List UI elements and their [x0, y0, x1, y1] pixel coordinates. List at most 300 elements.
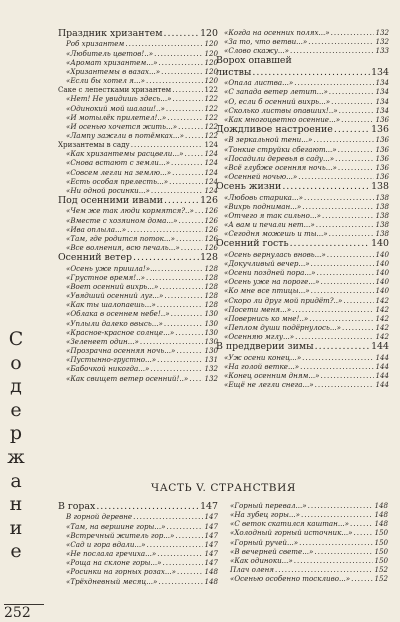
toc-section-entry [58, 195, 218, 206]
toc-page-number: 132 [375, 37, 389, 47]
toc-entry [58, 206, 218, 215]
toc-page-number: 138 [371, 181, 389, 193]
toc-page-number: 142 [375, 313, 389, 323]
toc-entry-title: «И осенью хочется жить...» [66, 121, 178, 131]
toc-entry [58, 85, 218, 94]
toc-page-number: 140 [375, 277, 389, 287]
toc-entry-title: «Уплыли далеко ввысь...» [66, 318, 163, 328]
toc-entry-title: «Осени поздней пора...» [224, 268, 316, 278]
toc-entry [222, 538, 388, 547]
toc-entry-title: «Сегодня можешь и ты...» [224, 229, 328, 239]
toc-entry [216, 332, 389, 341]
toc-entry [216, 97, 389, 106]
toc-entry-title: «Посети меня...» [224, 304, 292, 314]
toc-entry-title: «Любитель цветов!..» [66, 48, 154, 58]
toc-page-number: 120 [200, 28, 218, 39]
toc-leader-dots [294, 556, 374, 565]
toc-leader-dots [313, 135, 374, 144]
toc-entry [216, 286, 389, 295]
toc-leader-dots [302, 353, 374, 362]
toc-entry [216, 305, 389, 314]
toc-leader-dots [176, 234, 204, 243]
toc-page-number: 140 [375, 286, 389, 296]
toc-leader-dots [96, 501, 199, 512]
toc-leader-dots [146, 76, 203, 85]
side-title-letter: д [10, 375, 22, 398]
toc-entry-title: «Как хризантемы расцвели...» [66, 149, 184, 159]
part5-column-right [222, 501, 388, 583]
toc-page-number: 136 [375, 135, 389, 145]
toc-entry-title: «О, если б осенний вихрь...» [224, 96, 331, 106]
toc-page-number: 134 [375, 87, 389, 97]
toc-page-number: 130 [204, 346, 218, 356]
toc-entry [58, 522, 218, 531]
toc-entry-title: «Осенью особенно тоскливо...» [230, 574, 351, 584]
toc-entry-title: «Красное-красное солнце...» [66, 327, 175, 337]
toc-leader-dots [125, 39, 203, 48]
toc-leader-dots [169, 177, 203, 186]
toc-section-entry [58, 252, 218, 263]
toc-page-number: 124 [204, 140, 218, 150]
toc-leader-dots [184, 149, 203, 158]
toc-page-number: 148 [374, 510, 388, 520]
toc-leader-dots [308, 37, 374, 46]
toc-leader-dots [342, 323, 374, 332]
toc-entry [58, 531, 218, 540]
toc-entry [216, 28, 389, 37]
toc-leader-dots [338, 163, 375, 172]
toc-entry-title: «Докучливый вечер...» [224, 259, 310, 268]
toc-page-number: 144 [375, 380, 389, 390]
toc-leader-dots [154, 49, 203, 58]
toc-leader-dots [308, 501, 374, 510]
toc-entry [222, 574, 388, 583]
toc-page-number: 138 [375, 229, 389, 239]
toc-page-number: 134 [375, 78, 389, 88]
toc-entry-title: «Воет осенний вихрь...» [66, 281, 159, 291]
toc-page-number: 134 [371, 66, 389, 78]
toc-entry [216, 268, 389, 277]
toc-section-entry [216, 124, 389, 135]
toc-entry [58, 549, 218, 558]
toc-entry [216, 145, 389, 154]
toc-leader-dots [331, 28, 375, 37]
toc-leader-dots [146, 273, 204, 282]
toc-entry-title: «Если бы хотел я...» [66, 76, 145, 86]
toc-page-number: 130 [204, 309, 218, 319]
toc-page-number: 147 [204, 530, 218, 540]
toc-page-number: 136 [375, 172, 389, 182]
toc-page-number: 147 [204, 549, 218, 559]
toc-leader-dots [316, 220, 375, 229]
toc-entry-title: «Тонкие струйки сбегают...» [224, 144, 337, 154]
toc-leader-dots [322, 211, 374, 220]
toc-page-number: 132 [204, 373, 218, 383]
toc-entry [58, 319, 218, 328]
toc-leader-dots [171, 158, 203, 167]
toc-entry-title: «Скоро ли друг мой придёт?..» [224, 295, 343, 305]
toc-leader-dots [166, 522, 203, 531]
toc-entry-title: «Осень уже пришла!»... [66, 263, 157, 273]
toc-leader-dots [343, 296, 374, 305]
toc-leader-dots [172, 85, 203, 94]
toc-leader-dots [161, 67, 203, 76]
toc-leader-dots [300, 362, 374, 371]
toc-leader-dots [178, 216, 203, 225]
toc-entry [58, 264, 218, 273]
toc-section-entry [58, 28, 218, 39]
toc-leader-dots [175, 531, 203, 540]
toc-page-number: 144 [371, 341, 389, 353]
toc-page-number: 130 [204, 318, 218, 328]
toc-entry [58, 243, 218, 252]
toc-entry [58, 216, 218, 225]
toc-leader-dots [189, 374, 203, 383]
toc-leader-dots [167, 113, 203, 122]
toc-entry-title: «Грустное время!..» [66, 272, 145, 282]
side-title-letter: р [9, 422, 23, 445]
toc-entry [58, 364, 218, 373]
toc-entry [216, 362, 389, 371]
toc-entry-title: Роб хризантем [66, 39, 125, 49]
toc-page-number: 130 [204, 327, 218, 337]
toc-entry [222, 528, 388, 537]
toc-entry-title: Праздник хризантем [58, 28, 163, 39]
toc-page-number: 140 [371, 238, 389, 250]
toc-entry-title: Плач оленя [230, 565, 274, 575]
toc-leader-dots [177, 567, 204, 576]
toc-entry [216, 296, 389, 305]
side-title-contents [4, 328, 28, 564]
toc-entry [58, 122, 218, 131]
toc-leader-dots [311, 259, 375, 268]
side-title-letter: ж [7, 445, 25, 468]
toc-entry-title: В преддверии зимы [216, 341, 314, 353]
toc-leader-dots [294, 78, 374, 87]
toc-leader-dots [163, 558, 204, 567]
toc-entry-title: «Там, где родится поток...» [66, 233, 175, 243]
toc-entry [216, 115, 389, 124]
toc-page-number: 150 [374, 555, 388, 565]
toc-leader-dots [140, 337, 204, 346]
toc-page-number: 147 [204, 539, 218, 549]
toc-leader-dots [195, 206, 204, 215]
toc-leader-dots [185, 131, 203, 140]
toc-entry-title: «С веток скатился каштан...» [230, 519, 349, 529]
toc-entry-title: «Как многоцветно осенние...» [224, 114, 341, 124]
toc-leader-dots [321, 371, 375, 380]
toc-entry-title: «Встречный житель гор...» [66, 530, 175, 540]
toc-entry-title: «Прозрачна осенняя ночь...» [66, 346, 176, 356]
toc-entry [216, 314, 389, 323]
toc-entry [58, 94, 218, 103]
toc-page-number: 120 [204, 39, 218, 49]
toc-entry-title: В горной деревне [66, 512, 133, 522]
toc-entry [222, 510, 388, 519]
side-title-letter: С [8, 328, 24, 350]
toc-entry-title: «Все волнения, всю печаль...» [66, 243, 180, 253]
toc-entry [216, 172, 389, 181]
toc-entry-title: «Снова встают с земли...» [66, 158, 170, 168]
toc-page-number: 148 [204, 567, 218, 577]
toc-leader-dots [351, 574, 373, 583]
toc-section-entry [216, 341, 389, 352]
toc-entry [216, 259, 389, 268]
toc-entry [58, 577, 218, 586]
toc-page-number: 144 [375, 361, 389, 371]
toc-page-number: 128 [204, 263, 218, 273]
toc-entry-title: «Конец осенним дням...» [224, 371, 320, 381]
toc-leader-dots [341, 115, 374, 124]
toc-entry [222, 556, 388, 565]
toc-page-number: 131 [204, 355, 218, 365]
toc-entry-title: «Аромат хризантем...» [66, 57, 158, 67]
toc-entry-title: Осень жизни [216, 181, 282, 193]
toc-entry-title: «Пустынно-грустно...» [66, 355, 157, 365]
toc-page-number: 124 [204, 149, 218, 159]
toc-page-number: 122 [204, 130, 218, 140]
toc-entry [58, 131, 218, 140]
toc-entry [216, 193, 389, 202]
toc-entry-title: Хризантемы в саду [58, 140, 130, 150]
toc-entry-title: «Вихрь подниман...» [224, 201, 302, 211]
toc-entry-title: «Облака в осеннем небе!..» [66, 309, 170, 319]
toc-leader-dots [329, 229, 375, 238]
toc-page-number: 124 [204, 176, 218, 186]
toc-page-number: 144 [375, 352, 389, 362]
toc-page-number: 138 [375, 210, 389, 220]
toc-entry [222, 519, 388, 528]
toc-leader-dots [335, 154, 374, 163]
toc-entry-title: «Вместе с хозяином дома...» [66, 215, 178, 225]
toc-page-number: 133 [375, 46, 389, 56]
toc-entry [58, 273, 218, 282]
toc-entry-title: «Бабочкой никогда...» [66, 364, 150, 374]
toc-leader-dots [157, 300, 204, 309]
toc-page-number: 126 [204, 215, 218, 225]
toc-entry [58, 49, 218, 58]
toc-page-number: 138 [375, 201, 389, 211]
toc-entry-title: «Ива оплыла...» [66, 224, 127, 234]
toc-entry-title: «Ещё не легли снега...» [224, 380, 314, 390]
toc-entry-title: В горах [58, 501, 96, 512]
toc-leader-dots [157, 355, 203, 364]
toc-page-number: 120 [204, 66, 218, 76]
toc-entry [58, 337, 218, 346]
toc-leader-dots [302, 202, 374, 211]
toc-entry [58, 67, 218, 76]
toc-page-number: 126 [204, 224, 218, 234]
toc-entry-title: Ворох опавшей [216, 55, 292, 67]
toc-page-number: 147 [204, 521, 218, 531]
toc-entry-title: «Осенней ночью...» [224, 172, 298, 182]
toc-page-number: 142 [375, 323, 389, 333]
toc-leader-dots [159, 282, 203, 291]
side-title-letter: а [10, 469, 22, 492]
toc-entry [58, 186, 218, 195]
toc-entry-title: «Всё глубже осенняя ночь...» [224, 162, 337, 172]
toc-leader-dots [327, 250, 375, 259]
toc-entry [58, 558, 218, 567]
toc-page-number: 150 [374, 528, 388, 538]
toc-entry-title: «Увядший осенний луг...» [66, 291, 164, 301]
toc-entry [58, 291, 218, 300]
toc-leader-dots [329, 87, 375, 96]
toc-page-number: 128 [204, 281, 218, 291]
toc-leader-dots [171, 309, 204, 318]
toc-entry-title: «На голой ветке...» [224, 361, 300, 371]
toc-leader-dots [334, 124, 370, 135]
toc-leader-dots [299, 538, 373, 547]
toc-leader-dots [158, 264, 204, 273]
toc-leader-dots [314, 547, 373, 556]
toc-entry [216, 202, 389, 211]
toc-page-number: 148 [374, 501, 388, 510]
toc-section-entry [216, 67, 389, 78]
toc-leader-dots [164, 28, 200, 39]
toc-entry-title: «Пеплом души подёрнулось...» [224, 323, 341, 333]
toc-leader-dots [315, 341, 370, 352]
toc-entry [58, 540, 218, 549]
toc-entry-title: «В вечерней свете...» [230, 546, 314, 556]
toc-leader-dots [175, 328, 203, 337]
toc-page-number: 136 [375, 153, 389, 163]
toc-entry [216, 135, 389, 144]
toc-entry-title: «Уж осени конец...» [224, 352, 302, 362]
toc-entry-title: «Как ты шалопаешь...» [66, 300, 156, 310]
toc-page-number: 144 [375, 371, 389, 381]
toc-entry [216, 37, 389, 46]
toc-leader-dots [181, 243, 204, 252]
toc-entry-title: «Слово скажу...» [224, 46, 289, 56]
toc-page-number: 126 [204, 206, 218, 216]
toc-entry-title: «Ко мне все птицы...» [224, 286, 310, 296]
toc-entry [216, 163, 389, 172]
toc-entry [216, 211, 389, 220]
toc-entry-title: «Зеленеет один...» [66, 336, 139, 346]
toc-page-number: 124 [204, 185, 218, 195]
toc-entry-title: Под осенними ивами [58, 195, 163, 207]
side-title-letter: е [10, 540, 22, 563]
toc-entry-title: «Холодный горный источник...» [230, 528, 353, 538]
side-title-letter: н [9, 493, 23, 516]
toc-page-number: 138 [375, 220, 389, 230]
toc-page-number: 122 [204, 112, 218, 122]
toc-entry-title: «Сад и гора вдали...» [66, 539, 146, 549]
toc-entry-title: «Горный ручей...» [230, 537, 299, 547]
toc-page-number: 126 [204, 233, 218, 243]
toc-entry-title: «Нет! Не увидишь здесь...» [66, 94, 172, 104]
toc-column-left [58, 28, 218, 383]
toc-page-number: 132 [375, 28, 389, 37]
toc-entry-title: листвы [216, 66, 252, 78]
toc-page-number: 124 [204, 158, 218, 168]
toc-leader-dots [290, 238, 371, 249]
toc-page-number: 122 [204, 94, 218, 104]
toc-entry-title: «Не послала гречиха...» [66, 549, 157, 559]
toc-entry [222, 565, 388, 574]
toc-entry [58, 374, 218, 383]
toc-entry-title: «Повернись ко мне!..» [224, 313, 309, 323]
toc-leader-dots [147, 540, 204, 549]
toc-section-entry [58, 501, 218, 512]
toc-entry-title: «Опала листва...» [224, 78, 294, 88]
toc-leader-dots [315, 380, 375, 389]
toc-entry-title: «С запада ветер летит...» [224, 87, 328, 97]
toc-entry [216, 154, 389, 163]
toc-entry-title: Осенний гость [216, 238, 289, 250]
side-title-letter: е [10, 398, 22, 421]
toc-section-entry [216, 238, 389, 249]
toc-entry-title: «Лампу зажгли в потёмках...» [66, 130, 184, 140]
toc-entry [58, 104, 218, 113]
toc-entry [222, 501, 388, 510]
toc-entry-title: «Совсем легли на землю...» [66, 167, 172, 177]
toc-entry [216, 78, 389, 87]
toc-leader-dots [295, 332, 374, 341]
toc-leader-dots [290, 46, 375, 55]
toc-entry [58, 234, 218, 243]
toc-page-number: 120 [204, 76, 218, 86]
toc-entry [216, 106, 389, 115]
toc-entry-title: «Там, на вершине горы...» [66, 521, 166, 531]
toc-page-number: 148 [204, 576, 218, 586]
toc-page-number: 140 [375, 249, 389, 259]
toc-leader-dots [331, 97, 374, 106]
toc-leader-dots [157, 549, 203, 558]
toc-leader-dots [164, 195, 199, 206]
toc-section-entry [216, 55, 389, 66]
toc-leader-dots [338, 145, 375, 154]
toc-leader-dots [311, 286, 375, 295]
toc-leader-dots [252, 67, 370, 78]
toc-entry [58, 158, 218, 167]
toc-entry [216, 87, 389, 96]
toc-page-number: 138 [375, 192, 389, 202]
toc-page-number: 150 [374, 537, 388, 547]
toc-page-number: 148 [374, 519, 388, 529]
toc-leader-dots [339, 106, 375, 115]
toc-page-number: 142 [375, 332, 389, 342]
toc-page-number: 124 [204, 167, 218, 177]
toc-entry [58, 355, 218, 364]
toc-page-number: 128 [204, 291, 218, 301]
toc-page-number: 142 [375, 304, 389, 314]
toc-entry-title: Дождливое настроение [216, 124, 333, 136]
toc-page-number: 128 [204, 272, 218, 282]
toc-leader-dots [320, 277, 374, 286]
toc-entry-title: «Осенняю мглу...» [224, 332, 295, 342]
toc-page-number: 152 [374, 574, 388, 584]
toc-page-number: 140 [375, 259, 389, 268]
toc-page-number: 120 [204, 48, 218, 58]
toc-leader-dots [301, 510, 373, 519]
toc-page-number: 134 [375, 96, 389, 106]
toc-page-number: 142 [375, 295, 389, 305]
toc-entry-title: «Посадили деревья в саду...» [224, 153, 335, 163]
toc-entry-title: «Когда на осенних полях...» [224, 28, 330, 37]
toc-leader-dots [131, 140, 204, 149]
toc-entry [58, 512, 218, 521]
page-number: 252 [4, 604, 44, 620]
toc-entry-title: «Осень уже на пороге...» [224, 277, 320, 287]
toc-leader-dots [172, 94, 203, 103]
toc-leader-dots [292, 305, 374, 314]
toc-entry-title: «Чем же так люди кормятся?..» [66, 206, 194, 216]
toc-entry [58, 346, 218, 355]
toc-section-entry [216, 181, 389, 192]
toc-entry-title: «А вам и печали нет...» [224, 220, 315, 230]
